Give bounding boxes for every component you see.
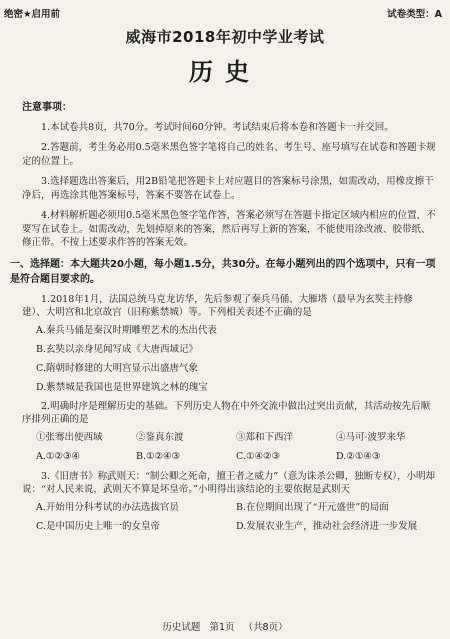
- notice-item: 1.本试卷共8页，共70分。考试时间60分钟。考试结束后将本卷和答题卡一并交回。: [41, 121, 394, 133]
- header-line: [4, 6, 442, 18]
- question-2-option-d: D.②①④③: [336, 451, 381, 462]
- subject-title: 历史: [189, 58, 261, 86]
- question-1-option-c: C.隋朝时修建的大明宫显示出盛唐气象: [36, 362, 198, 374]
- footer-page-number: 第1页: [209, 622, 235, 633]
- question-3-option-d: D.发展农业生产，推动社会经济进一步发展: [236, 521, 418, 532]
- question-1-option-b: B.玄奘以亲身见闻写成《大唐西域记》: [36, 343, 199, 355]
- question-2-option-b: B.①②④③: [136, 451, 181, 462]
- question-2-options: [22, 450, 436, 464]
- section-heading: 一、选择题：本大题共20小题，每小题1.5分，共30分。在每小题列出的四个选项中，只有一项是符合题目要求的。: [10, 258, 436, 285]
- question-2-stem: 2.明确时序是理解历史的基础。下列历史人物在中外交流中做出过突出贡献，其活动按先后顺序排列正确的是: [22, 400, 431, 425]
- question-2-item: ②鉴真东渡: [136, 431, 184, 443]
- question-3-option-c: C.是中国历史上唯一的女皇帝: [36, 521, 160, 532]
- page-footer: [0, 619, 450, 633]
- question-2-item: ③郑和下西洋: [236, 431, 294, 443]
- question-1-option-a: A.秦兵马俑是秦汉时期雕塑艺术的杰出代表: [36, 324, 217, 336]
- question-3-options-row1: [22, 501, 436, 515]
- notice-item: 4.材料解析题必须用0.5毫米黑色签字笔作答，答案必须写在答题卡指定区域内相应的位置，不要写在试卷上。如需改动，先划掉原来的答案，然后再写上新的答案，不能使用涂改液、胶带纸、修正带。不按上述要求作答的答案无效。: [22, 210, 436, 248]
- question-3-option-a: A.开始用分科考试的办法选拔官员: [36, 501, 179, 513]
- exam-title: 威海市2018年初中学业考试: [125, 28, 325, 46]
- notice-item: 3.选择题选出答案后，用2B铅笔把答题卡上对应题目的答案标号涂黑，如需改动，用橡皮擦干净后，再选涂其他答案标号，答案不要答在试卷上。: [22, 176, 434, 201]
- footer-total-pages: （共8页）: [243, 622, 288, 633]
- question-2-item: ①张骞出使西域: [36, 431, 103, 443]
- exam-content: [10, 101, 436, 540]
- footer-subject: 历史试题: [162, 622, 201, 633]
- question-2-item: ④马可·波罗来华: [336, 431, 406, 443]
- question-3-stem: 3.《旧唐书》称武则天：“制公卿之死命，擅王者之威力”（意为诛杀公卿，独断专权），小明却说：“对人民来说，武则天不算是坏皇帝。”小明得出该结论的主要依据是武则天: [22, 470, 436, 495]
- question-2-items: [22, 431, 436, 445]
- question-1-option-d: D.紫禁城是我国也是世界建筑之林的瑰宝: [36, 381, 208, 393]
- question-3-option-b: B.在位期间出现了“开元盛世”的局面: [236, 501, 389, 513]
- notice-heading: 注意事项：: [22, 102, 72, 113]
- secrecy-label: 绝密★启用前: [4, 9, 61, 20]
- question-1-stem: 1.2018年1月，法国总统马克龙访华，先后参观了秦兵马俑、大雁塔（最早为玄奘主持修建）、大明宫和北京故宫（旧称紫禁城）等。下列相关表述不正确的是: [22, 293, 413, 318]
- question-2-option-a: A.①②③④: [36, 451, 80, 462]
- question-3-options-row2: [22, 520, 436, 534]
- paper-type-label: 试卷类型：A: [387, 9, 442, 20]
- notice-item: 2.答题前，考生务必用0.5毫米黑色签字笔将自己的姓名、考生号、座号填写在试卷和答题卡规定的位置上。: [22, 142, 436, 167]
- question-2-option-c: C.①④②③: [236, 451, 281, 462]
